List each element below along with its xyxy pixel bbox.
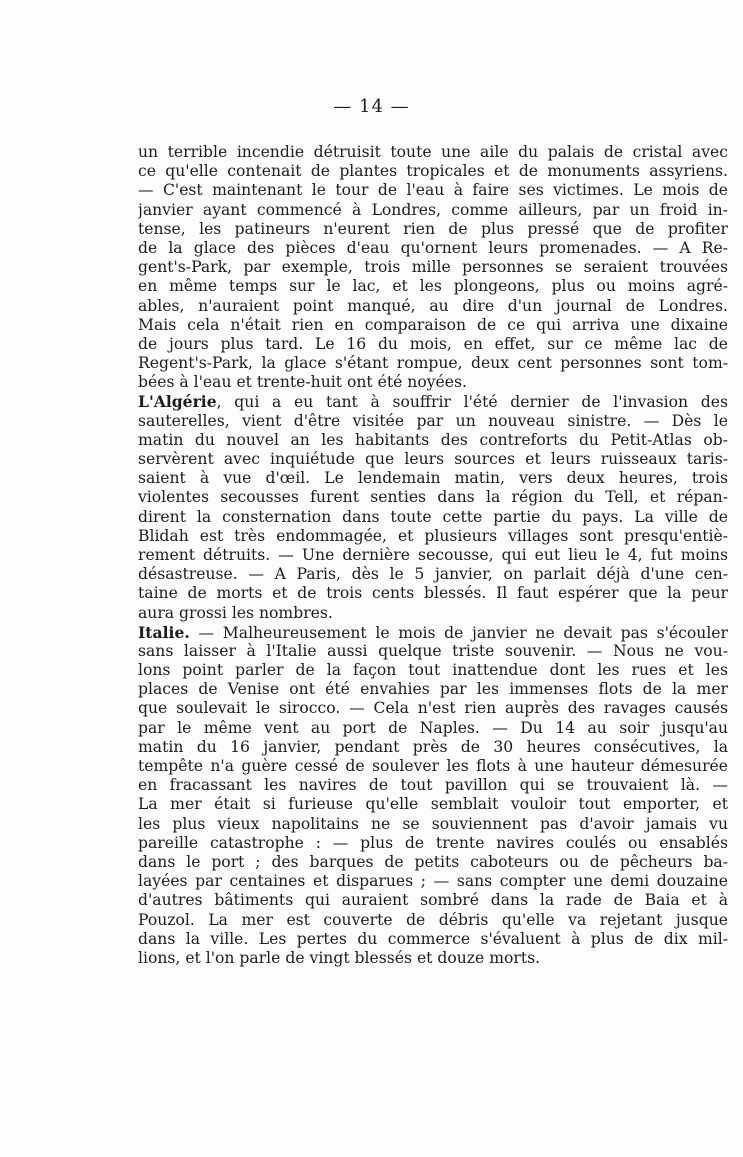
text-line	[138, 316, 728, 335]
text-line	[138, 373, 728, 392]
text-line	[138, 354, 728, 373]
text-line	[138, 604, 728, 623]
text-line	[138, 891, 728, 910]
line-text: les plus vieux napolitains ne se souviennent pas d'avoir jamais vu	[138, 814, 728, 833]
text-line	[138, 508, 728, 527]
text-line	[138, 488, 728, 507]
text-line	[138, 392, 728, 411]
line-text: layées par centaines et disparues ; — sans compter une demi douzaine	[138, 872, 728, 891]
line-text: places de Venise ont été envahies par les immenses flots de la mer	[138, 680, 728, 699]
line-text: d'autres bâtiments qui auraient sombré dans la rade de Baia et à	[138, 891, 728, 910]
paragraph-lead: Italie.	[138, 622, 190, 642]
page-number: — 14 —	[333, 96, 410, 117]
line-text: violentes secousses furent senties dans la région du Tell, et répan-	[138, 488, 728, 507]
text-line	[138, 776, 728, 795]
paragraph-lead: L'Algérie	[138, 392, 217, 412]
text-line	[138, 239, 728, 258]
text-line	[138, 699, 728, 718]
line-text: Blidah est très endommagée, et plusieurs villages sont presqu'entiè-	[138, 526, 728, 545]
line-text: un terrible incendie détruisit toute une aile du palais de cristal avec	[138, 143, 728, 161]
text-line	[138, 680, 728, 699]
line-text: sauterelles, vient d'être visitée par un nouveau sinistre. — Dès le	[138, 411, 728, 430]
line-text: que soulevait le sirocco. — Cela n'est rien auprès des ravages causés	[138, 699, 728, 718]
line-text: taine de morts et de trois cents blessés. Il faut espérer que la peur	[138, 584, 728, 603]
line-text: tense, les patineurs n'eurent rien de plus pressé que de profiter	[138, 219, 728, 238]
text-line	[138, 872, 728, 891]
text-line	[138, 335, 728, 354]
line-text: gent's-Park, par exemple, trois mille personnes se seraient trouvées	[138, 258, 728, 277]
line-text: saient à vue d'œil. Le lendemain matin, vers deux heures, trois	[138, 469, 728, 488]
text-line	[138, 220, 728, 239]
text-line	[138, 143, 728, 162]
line-text: dirent la consternation dans toute cette partie du pays. La ville de	[138, 507, 728, 526]
text-line	[138, 297, 728, 316]
line-text: matin du nouvel an les habitants des contreforts du Petit-Atlas ob-	[138, 430, 728, 449]
line-text: en fracassant les navires de tout pavillon qui se trouvaient là. —	[138, 776, 728, 795]
text-line	[138, 795, 728, 814]
line-text: janvier ayant commencé à Londres, comme ailleurs, par un froid in-	[138, 200, 728, 219]
text-line	[138, 450, 728, 469]
line-text: Regent's-Park, la glace s'étant rompue, deux cent personnes sont tom-	[138, 354, 728, 373]
text-line	[138, 412, 728, 431]
line-text: — Malheureusement le mois de janvier ne devait pas s'écouler	[189, 623, 728, 642]
line-text: La mer était si furieuse qu'elle semblait vouloir tout emporter, et	[138, 795, 728, 814]
text-line	[138, 431, 728, 450]
body-text	[138, 143, 728, 968]
text-line	[138, 757, 728, 776]
text-line	[138, 642, 728, 661]
text-line	[138, 469, 728, 488]
text-line	[138, 719, 728, 738]
line-text: , qui a eu tant à souffrir l'été dernier de l'invasion des	[216, 393, 728, 412]
text-line	[138, 584, 728, 603]
line-text: Mais cela n'était rien en comparaison de ce qui arriva une dixaine	[138, 315, 728, 334]
line-text: en même temps sur le lac, et les plongeons, plus ou moins agré-	[138, 277, 728, 296]
text-line	[138, 258, 728, 277]
text-line	[138, 815, 728, 834]
line-text: par le même vent au port de Naples. — Du 14 au soir jusqu'au	[138, 718, 728, 737]
line-text: servèrent avec inquiétude que leurs sources et leurs ruisseaux taris-	[138, 450, 728, 468]
line-text: tempête n'a guère cessé de soulever les flots à une hauteur démesurée	[138, 757, 728, 775]
text-line	[138, 738, 728, 757]
line-text: Pouzol. La mer est couverte de débris qu'elle va rejetant jusque	[138, 910, 728, 929]
line-text: — C'est maintenant le tour de l'eau à faire ses victimes. Le mois de	[138, 181, 728, 200]
line-text: ce qu'elle contenait de plantes tropicales et de monuments assyriens.	[138, 162, 728, 181]
text-line	[138, 565, 728, 584]
line-text: matin du 16 janvier, pendant près de 30 heures consécutives, la	[138, 737, 728, 756]
line-text: désastreuse. — A Paris, dès le 5 janvier, on parlait déjà d'une cen-	[138, 565, 728, 584]
line-text: dans le port ; des barques de petits caboteurs ou de pêcheurs ba-	[138, 852, 728, 871]
line-text: pareille catastrophe : — plus de trente navires coulés ou ensablés	[138, 833, 728, 852]
line-text: ables, n'auraient point manqué, au dire d'un journal de Londres.	[138, 296, 728, 315]
line-text: lons point parler de la façon tout inattendue dont les rues et les	[138, 661, 728, 680]
text-line	[138, 661, 728, 680]
line-text: lions, et l'on parle de vingt blessés et douze morts.	[138, 948, 541, 967]
text-line	[138, 834, 728, 853]
text-line	[138, 911, 728, 930]
line-text: de la glace des pièces d'eau qu'ornent leurs promenades. — A Re-	[138, 238, 728, 257]
text-line	[138, 930, 728, 949]
text-line	[138, 181, 728, 200]
line-text: de jours plus tard. Le 16 du mois, en effet, sur ce même lac de	[138, 334, 728, 353]
text-line	[138, 949, 728, 968]
line-text: aura grossi les nombres.	[138, 603, 333, 622]
text-line	[138, 277, 728, 296]
line-text: rement détruits. — Une dernière secousse, qui eut lieu le 4, fut moins	[138, 545, 728, 564]
line-text: sans laisser à l'Italie aussi quelque triste souvenir. — Nous ne vou-	[138, 641, 728, 660]
text-line	[138, 853, 728, 872]
text-line	[138, 546, 728, 565]
text-line	[138, 162, 728, 181]
line-text: bées à l'eau et trente-huit ont été noyées.	[138, 373, 467, 392]
line-text: dans la ville. Les pertes du commerce s'évaluent à plus de dix mil-	[138, 929, 728, 948]
text-line	[138, 201, 728, 220]
text-line	[138, 623, 728, 642]
text-line	[138, 527, 728, 546]
